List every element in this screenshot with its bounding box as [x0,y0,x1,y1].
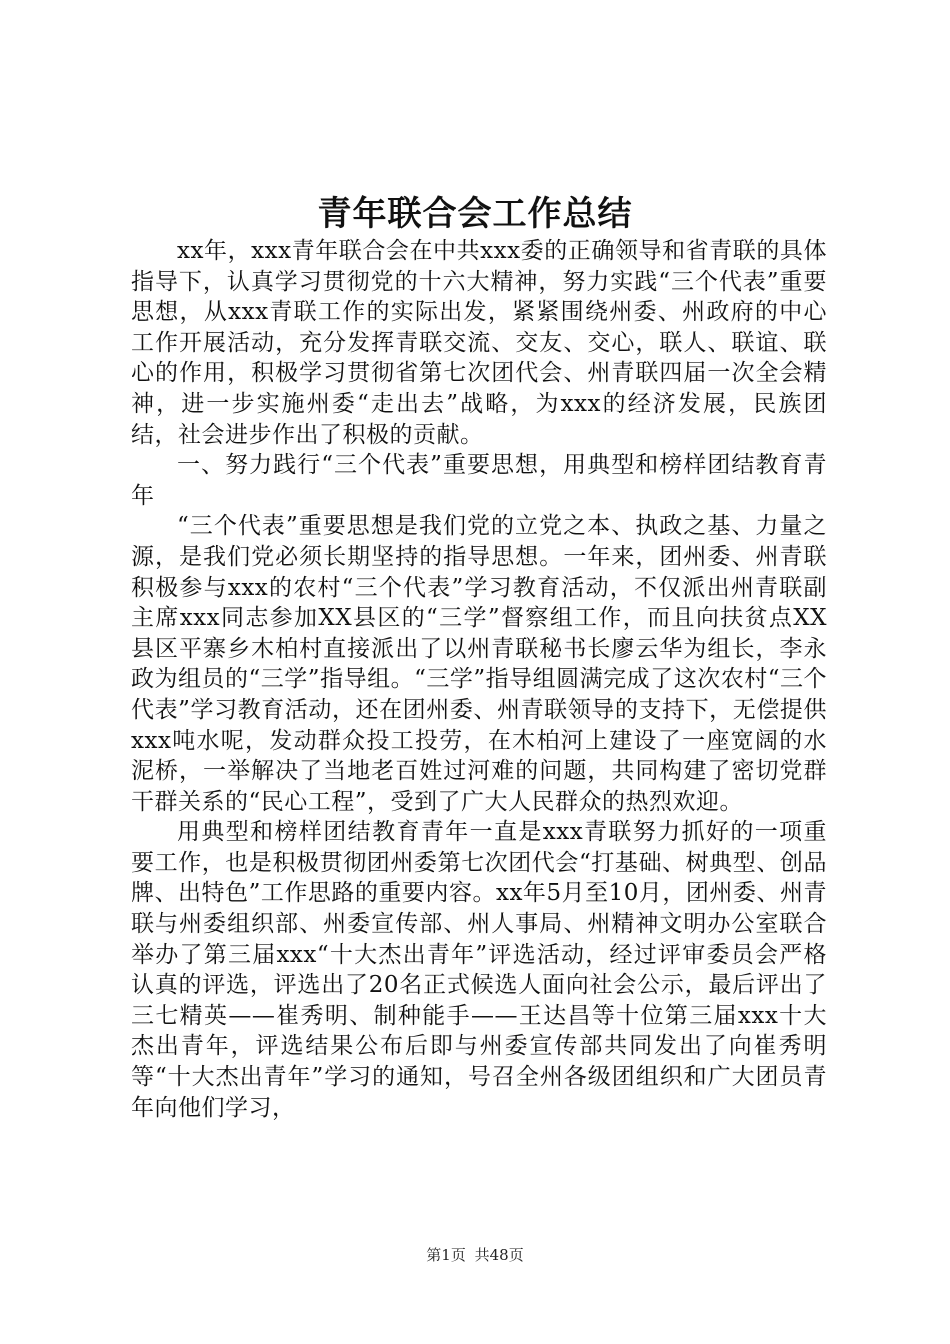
paragraph-three-represents: “三个代表”重要思想是我们党的立党之本、执政之基、力量之源，是我们党必须长期坚持的指导思想。一年来，团州委、州青联积极参与xxx的农村“三个代表”学习教育活动，不仅派出州青联副主席xxx同志参加XX县区的“三学”督察组工作，而且向扶贫点XX县区平寨乡木柏村直接派出了以州青联秘书长廖云华为组长，李永政为组员的“三学”指导组。“三学”指导组圆满完成了这次农村“三个代表”学习教育活动，还在团州委、州青联领导的支持下，无偿提供xxx吨水呢，发动群众投工投劳，在木柏河上建设了一座宽阔的水泥桥，一举解决了当地老百姓过河难的问题，共同构建了密切党群干群关系的“民心工程”，受到了广大人民群众的热烈欢迎。 [131,513,827,815]
page-number: 第1页 [426,1246,466,1264]
page-total: 共48页 [474,1246,524,1264]
paragraph-outstanding-youth: 用典型和榜样团结教育青年一直是xxx青联努力抓好的一项重要工作，也是积极贯彻团州委第七次团代会“打基础、树典型、创品牌、出特色”工作思路的重要内容。xx年5月至10月，团州委、州青联与州委组织部、州委宣传部、州人事局、州精神文明办公室联合举办了第三届xxx“十大杰出青年”评选活动，经过评审委员会严格认真的评选，评选出了20名正式候选人面向社会公示，最后评出了三七精英——崔秀明、制种能手——王达昌等十位第三届xxx十大杰出青年，评选结果公布后即与州委宣传部共同发出了向崔秀明等“十大杰出青年”学习的通知，号召全州各级团组织和广大团员青年向他们学习， [131,819,827,1121]
document-body [131,236,827,1123]
paragraph-intro: xx年，xxx青年联合会在中共xxx委的正确领导和省青联的具体指导下，认真学习贯彻党的十六大精神，努力实践“三个代表”重要思想，从xxx青联工作的实际出发，紧紧围绕州委、州政府的中心工作开展活动，充分发挥青联交流、交友、交心，联人、联谊、联心的作用，积极学习贯彻省第七次团代会、州青联四届一次全会精神，进一步实施州委“走出去”战略，为xxx的经济发展，民族团结，社会进步作出了积极的贡献。 [131,238,827,448]
page-footer [0,1244,950,1265]
document-title: 青年联合会工作总结 [317,194,633,234]
section-heading-1: 一、努力践行“三个代表”重要思想，用典型和榜样团结教育青年 [131,452,827,509]
